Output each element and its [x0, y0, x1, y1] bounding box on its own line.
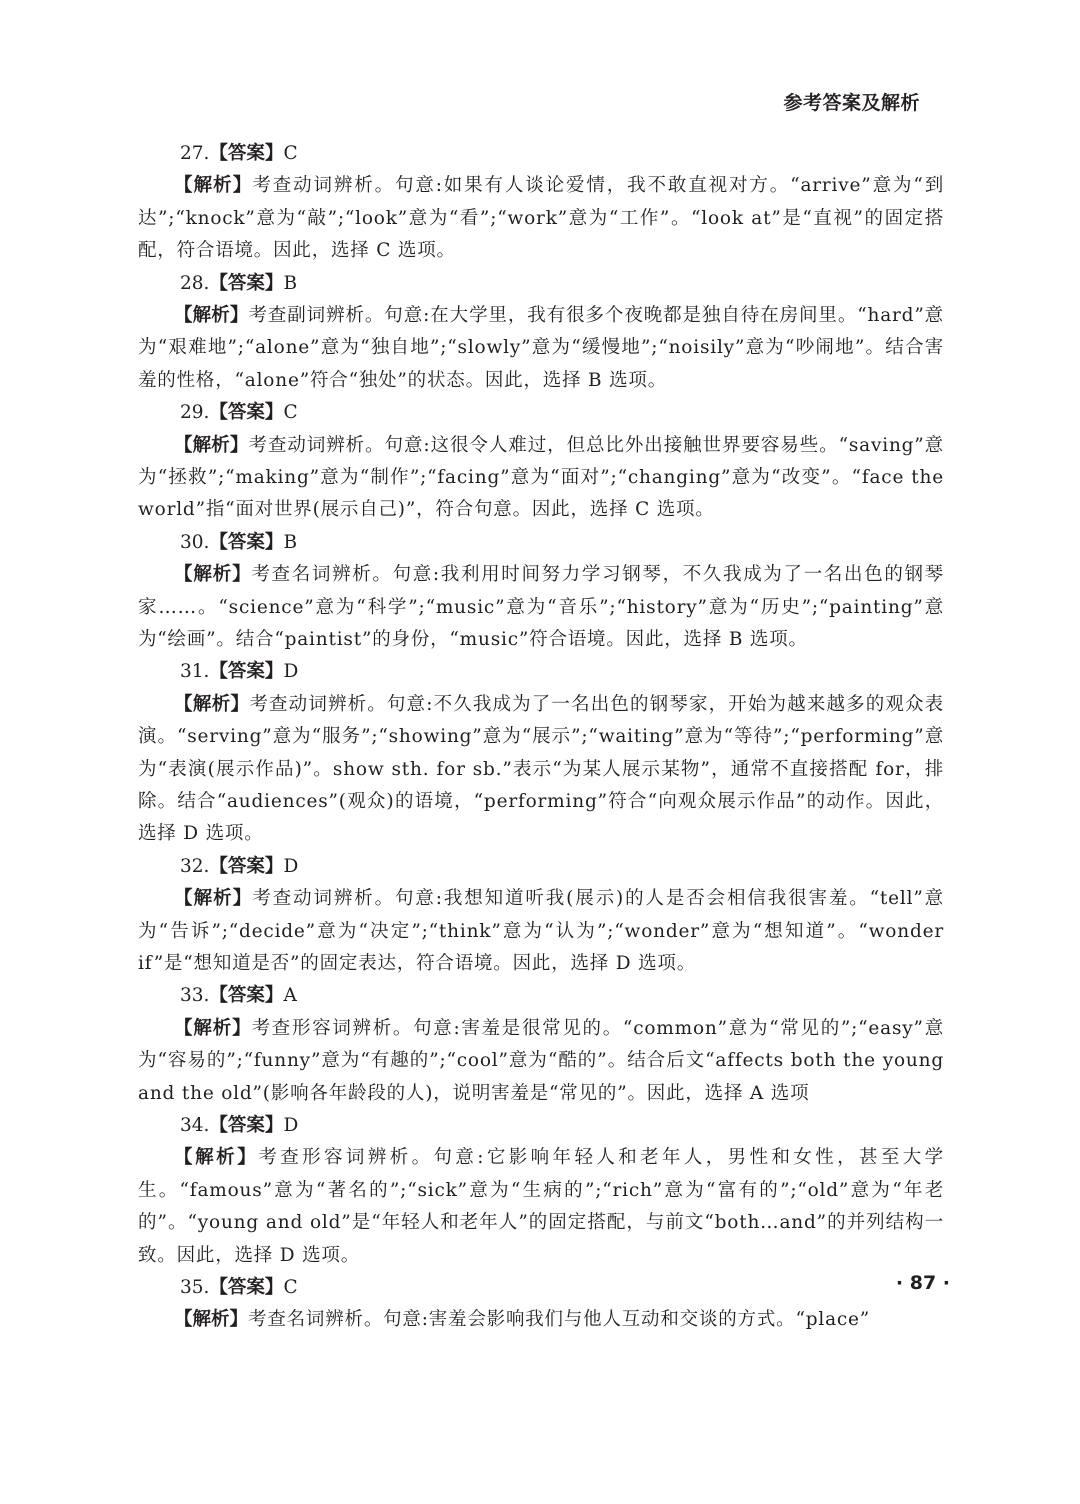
question-number: 27.	[180, 143, 210, 164]
answer-value: C	[283, 143, 298, 164]
analysis-tag: 【解析】	[174, 564, 252, 586]
answer-line	[138, 1110, 944, 1142]
analysis-text: 考查名词辨析。句意:害羞会影响我们与他人互动和交谈的方式。“place”	[248, 1309, 871, 1331]
question-item	[138, 656, 944, 850]
question-number: 35.	[180, 1277, 210, 1299]
answer-line	[138, 397, 944, 429]
question-number: 33.	[180, 985, 210, 1007]
analysis-paragraph	[138, 1142, 944, 1272]
answer-value: D	[283, 661, 299, 683]
answer-value: D	[283, 855, 299, 877]
question-number: 28.	[180, 272, 210, 294]
analysis-paragraph	[138, 559, 944, 656]
page-number: · 87 ·	[895, 1272, 950, 1294]
analysis-paragraph	[138, 689, 944, 851]
running-header: 参考答案及解析	[783, 92, 920, 114]
answer-value: C	[283, 1277, 298, 1299]
analysis-tag: 【解析】	[174, 693, 250, 715]
answer-line	[138, 138, 944, 170]
analysis-text: 考查动词辨析。句意:不久我成为了一名出色的钢琴家，开始为越来越多的观众表演。“serving”意为“服务”;“showing”意为“展示”;“waiting”意为“等待”;“performing”意为“表演(展示作品)”。show sth. for sb.”表示“为某人展示某物”，通常不直接搭配 for，排除。结合“audiences”(观众)的语境，“performing”符合“向观众展示作品”的动作。因此，选择 D 选项。	[138, 693, 944, 845]
question-number: 34.	[180, 1115, 210, 1137]
analysis-paragraph	[138, 1304, 944, 1336]
analysis-paragraph	[138, 300, 944, 397]
analysis-text: 考查动词辨析。句意:我想知道听我(展示)的人是否会相信我很害羞。“tell”意为“告诉”;“decide”意为“决定”;“think”意为“认为”;“wonder”意为“想知道”。“wonder if”是“想知道是否”的固定表达，符合语境。因此，选择 D 选项。	[138, 888, 944, 975]
analysis-text: 考查名词辨析。句意:我利用时间努力学习钢琴，不久我成为了一名出色的钢琴家……。“science”意为“科学”;“music”意为“音乐”;“history”意为“历史”;“painting”意为“绘画”。结合“paintist”的身份，“music”符合语境。因此，选择 B 选项。	[138, 564, 944, 651]
answer-value: B	[283, 531, 298, 553]
question-item	[138, 527, 944, 657]
analysis-paragraph	[138, 883, 944, 980]
answer-value: A	[283, 985, 297, 1007]
answer-value: B	[283, 272, 298, 294]
answer-tag: 【答案】	[209, 143, 284, 164]
analysis-tag: 【解析】	[174, 305, 249, 326]
analysis-paragraph	[138, 430, 944, 527]
answer-tag: 【答案】	[209, 985, 284, 1007]
question-item	[138, 851, 944, 981]
answer-line	[138, 851, 944, 883]
answer-tag: 【答案】	[209, 272, 284, 294]
answer-line	[138, 980, 944, 1012]
answer-value: C	[283, 402, 298, 424]
question-number: 30.	[180, 531, 210, 553]
answer-explanations	[138, 138, 944, 1337]
analysis-paragraph	[138, 170, 944, 267]
analysis-tag: 【解析】	[174, 888, 253, 910]
question-item	[138, 397, 944, 527]
answer-value: D	[283, 1115, 299, 1137]
answer-line	[138, 656, 944, 688]
answer-tag: 【答案】	[209, 1115, 284, 1137]
answer-line	[138, 1272, 944, 1304]
analysis-text: 考查形容词辨析。句意:它影响年轻人和老年人，男性和女性，甚至大学生。“famous”意为“著名的”;“sick”意为“生病的”;“rich”意为“富有的”;“old”意为“年老的”。“young and old”是“年轻人和老年人”的固定搭配，与前文“both…and”的并列结构一致。因此，选择 D 选项。	[138, 1147, 944, 1266]
question-item	[138, 268, 944, 398]
question-item	[138, 138, 944, 268]
analysis-text: 考查动词辨析。句意:如果有人谈论爱情，我不敢直视对方。“arrive”意为“到达”;“knock”意为“敲”;“look”意为“看”;“work”意为“工作”。“look at”是“直视”的固定搭配，符合语境。因此，选择 C 选项。	[138, 175, 944, 262]
analysis-tag: 【解析】	[174, 175, 253, 197]
analysis-tag: 【解析】	[174, 1017, 252, 1039]
answer-tag: 【答案】	[209, 1277, 284, 1299]
question-item	[138, 980, 944, 1110]
answer-line	[138, 268, 944, 300]
analysis-text: 考查副词辨析。句意:在大学里，我有很多个夜晚都是独自待在房间里。“hard”意为“艰难地”;“alone”意为“独自地”;“slowly”意为“缓慢地”;“noisily”意为“吵闹地”。结合害羞的性格，“alone”符合“独处”的状态。因此，选择 B 选项。	[138, 305, 944, 391]
question-item	[138, 1272, 944, 1337]
answer-tag: 【答案】	[209, 855, 284, 877]
answer-tag: 【答案】	[209, 402, 284, 424]
answer-tag: 【答案】	[209, 661, 284, 683]
analysis-text: 考查形容词辨析。句意:害羞是很常见的。“common”意为“常见的”;“easy”意为“容易的”;“funny”意为“有趣的”;“cool”意为“酷的”。结合后文“affects both the young and the old”(影响各年龄段的人)，说明害羞是“常见的”。因此，选择 A 选项	[138, 1017, 944, 1104]
question-number: 29.	[180, 402, 210, 424]
analysis-tag: 【解析】	[174, 1309, 249, 1331]
analysis-paragraph	[138, 1013, 944, 1110]
answer-tag: 【答案】	[209, 531, 284, 553]
analysis-text: 考查动词辨析。句意:这很令人难过，但总比外出接触世界要容易些。“saving”意为“拯救”;“making”意为“制作”;“facing”意为“面对”;“changing”意为“改变”。“face the world”指“面对世界(展示自己)”，符合句意。因此，选择 C 选项。	[138, 434, 944, 521]
answer-line	[138, 527, 944, 559]
question-number: 32.	[180, 855, 210, 877]
analysis-tag: 【解析】	[174, 434, 249, 456]
analysis-tag: 【解析】	[174, 1147, 259, 1169]
question-number: 31.	[180, 661, 210, 683]
question-item	[138, 1110, 944, 1272]
